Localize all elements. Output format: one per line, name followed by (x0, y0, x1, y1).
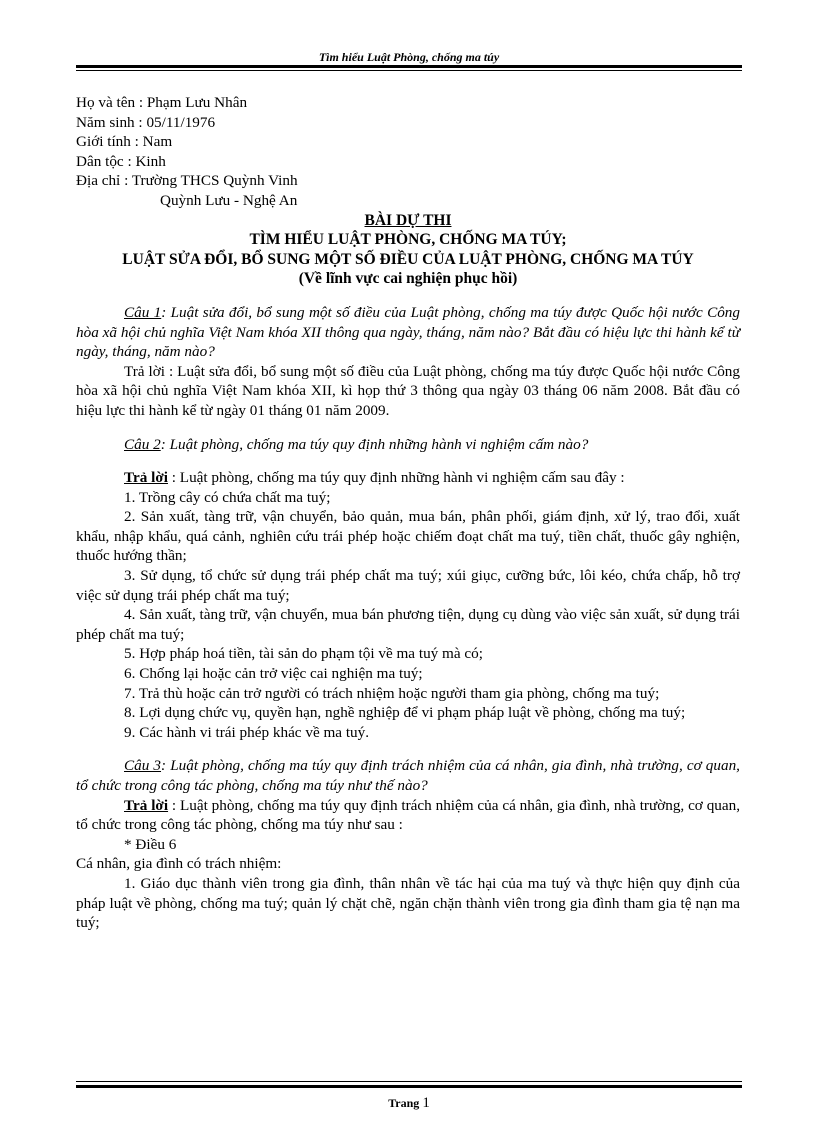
question-2-label: Câu 2 (124, 435, 161, 453)
list-item: 9. Các hành vi trái phép khác về ma tuý. (124, 723, 370, 741)
list-item: 1. Giáo dục thành viên trong gia đình, thân nhân về tác hại của ma tuý và thực hiện quy định của pháp luật về phòng, chống ma tuý; quản lý chặt chẽ, ngăn chặn thành viên trong gia đình tham gia tệ nạn ma tuý; (76, 874, 740, 932)
list-item: 2. Sản xuất, tàng trữ, vận chuyển, bảo quản, mua bán, phân phối, giám định, xử lý, trao đổi, xuất khẩu, nhập khẩu, quá cảnh, nghiên cứu trái phép hoặc chiếm đoạt chất ma tuý, tiền chất, thuốc gây nghiện, thuốc hướng thần; (76, 508, 740, 565)
page-footer (76, 1095, 742, 1112)
question-1-label: Câu 1 (124, 303, 162, 321)
document-body (76, 93, 740, 933)
list-item: 3. Sử dụng, tổ chức sử dụng trái phép chất ma tuý; xúi giục, cưỡng bức, lôi kéo, chứa chấp, hỗ trợ việc sử dụng trái phép chất ma tuý; (76, 567, 740, 604)
doc-title-line3: LUẬT SỬA ĐỔI, BỔ SUNG MỘT SỐ ĐIỀU CỦA LUẬT PHÒNG, CHỐNG MA TÚY (122, 250, 694, 268)
question-1 (76, 303, 740, 362)
author-address-line2: Quỳnh Lưu - Nghệ An (160, 191, 298, 209)
answer-2-intro-text: : Luật phòng, chống ma túy quy định những hành vi nghiệm cấm sau đây : (171, 469, 625, 487)
author-ethnic: Dân tộc : Kinh (76, 152, 166, 170)
page-header: Tìm hiểu Luật Phòng, chống ma túy (318, 50, 500, 64)
question-2 (76, 435, 740, 455)
page-label: Trang (388, 1096, 420, 1110)
answer-3-label: Trả lời (124, 796, 169, 814)
question-3 (76, 756, 740, 795)
list-item: 5. Hợp pháp hoá tiền, tài sản do phạm tội về ma tuý mà có; (124, 645, 483, 663)
article-heading: * Điều 6 (124, 835, 177, 853)
footer-rule-thin (76, 1081, 742, 1082)
list-item: 7. Trả thù hoặc cản trở người có trách nhiệm hoặc người tham gia phòng, chống ma tuý; (124, 684, 660, 702)
page-number: 1 (422, 1095, 430, 1111)
doc-title-line2: TÌM HIỂU LUẬT PHÒNG, CHỐNG MA TÚY; (249, 231, 567, 249)
author-dob: Năm sinh : 05/11/1976 (76, 113, 216, 131)
answer-2-intro (76, 468, 740, 488)
question-1-text: : Luật sửa đổi, bổ sung một số điều của Luật phòng, chống ma túy được Quốc hội nước Công hòa xã hội chủ nghĩa Việt Nam khóa XII thông qua ngày, tháng, năm nào? Bắt đầu có hiệu lực thi hành kể từ ngày, tháng, năm nào? (76, 303, 740, 361)
footer-rule-thick (76, 1085, 742, 1088)
author-name: Họ và tên : Phạm Lưu Nhân (76, 94, 248, 111)
answer-3-intro (76, 796, 740, 835)
answer-1: Trả lời : Luật sửa đổi, bổ sung một số điều của Luật phòng, chống ma túy được Quốc hội nước Công hòa xã hội chủ nghĩa Việt Nam khóa XII, kì họp thứ 3 thông qua ngày 03 tháng 06 năm 2008. Bắt đầu có hiệu lực thi hành kể từ ngày 01 tháng 01 năm 2009. (76, 362, 740, 419)
list-item: 8. Lợi dụng chức vụ, quyền hạn, nghề nghiệp để vi phạm pháp luật về phòng, chống ma tuý; (124, 704, 686, 722)
responsibility-heading: Cá nhân, gia đình có trách nhiệm: (76, 855, 282, 873)
doc-title: BÀI DỰ THI (364, 211, 452, 229)
question-2-text: : Luật phòng, chống ma túy quy định những hành vi nghiệm cấm nào? (160, 435, 589, 453)
doc-subtitle: (Về lĩnh vực cai nghiện phục hồi) (298, 270, 518, 288)
list-item: 6. Chống lại hoặc cản trở việc cai nghiện ma tuý; (124, 665, 423, 683)
question-3-label: Câu 3 (124, 757, 162, 775)
answer-3-intro-text: : Luật phòng, chống ma túy quy định trách nhiệm của cá nhân, gia đình, nhà trường, cơ quan, tổ chức trong công tác phòng, chống ma túy như sau : (76, 796, 741, 834)
author-gender: Giới tính : Nam (76, 133, 173, 151)
header-rule-thick (76, 65, 742, 68)
list-item: 4. Sản xuất, tàng trữ, vận chuyển, mua bán phương tiện, dụng cụ dùng vào việc sản xuất, sử dụng trái phép chất ma tuý; (76, 606, 740, 643)
question-3-text: : Luật phòng, chống ma túy quy định trách nhiệm của cá nhân, gia đình, nhà trường, cơ quan, tổ chức trong công tác phòng, chống ma túy như thế nào? (76, 757, 740, 794)
author-address: Địa chỉ : Trường THCS Quỳnh Vinh (76, 172, 298, 190)
answer-2-label: Trả lời (124, 469, 168, 487)
list-item: 1. Trồng cây có chứa chất ma tuý; (124, 488, 331, 506)
header-rule-thin (76, 70, 742, 71)
